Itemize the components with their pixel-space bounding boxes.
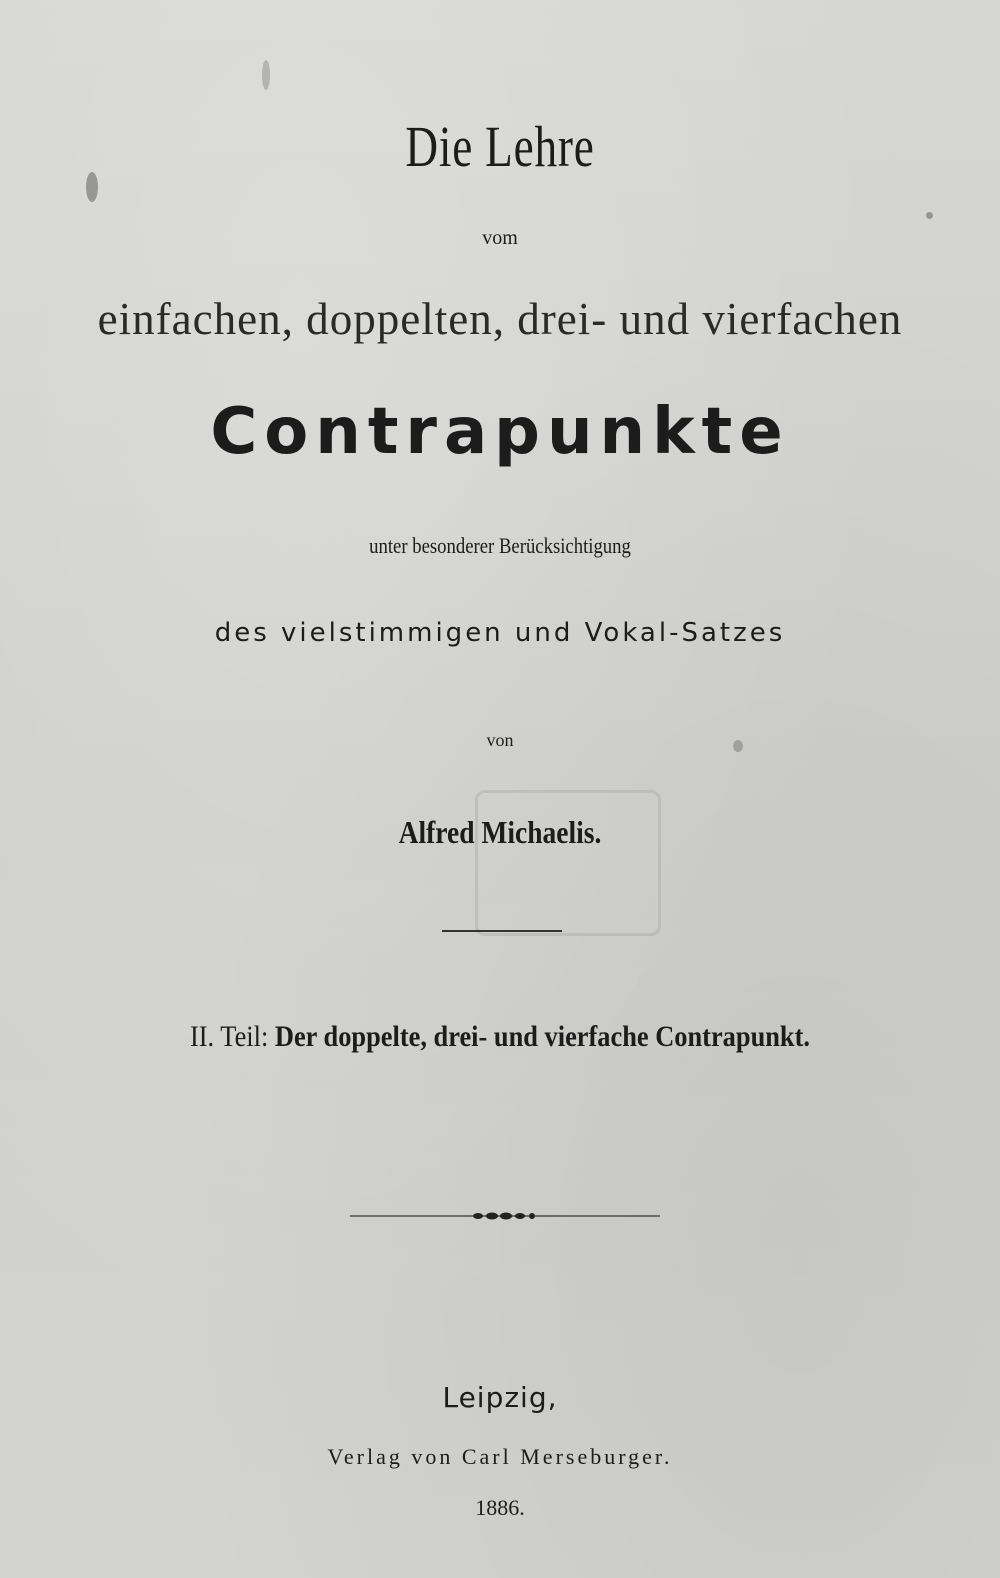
title-connector-vom: vom	[482, 227, 518, 249]
ink-spot	[86, 172, 98, 202]
ink-spot	[926, 212, 933, 219]
imprint-publisher: Verlag von Carl Merseburger.	[327, 1444, 673, 1469]
ornament-rule	[350, 1206, 660, 1226]
imprint-year: 1886.	[475, 1495, 525, 1520]
byline-von: von	[486, 730, 514, 750]
subtitle-unter: unter besonderer Berücksichtigung	[369, 533, 631, 558]
book-title: Die Lehre	[405, 114, 595, 179]
imprint-city: Leipzig,	[442, 1381, 558, 1414]
divider-rule	[442, 930, 562, 932]
faded-library-stamp	[475, 790, 661, 936]
ink-spot	[262, 60, 270, 90]
main-title: Contrapunkte	[210, 395, 790, 469]
author-name: Alfred Michaelis.	[398, 814, 602, 850]
title-subtitle: einfachen, doppelten, drei- und vierfachen	[97, 293, 903, 344]
part-heading	[60, 1022, 940, 1052]
part-label: II. Teil:	[189, 1020, 269, 1053]
subtitle-des: des vielstimmigen und Vokal-Satzes	[214, 618, 786, 648]
part-title: Der doppelte, drei- und vierfache Contrapunkt.	[274, 1020, 811, 1053]
